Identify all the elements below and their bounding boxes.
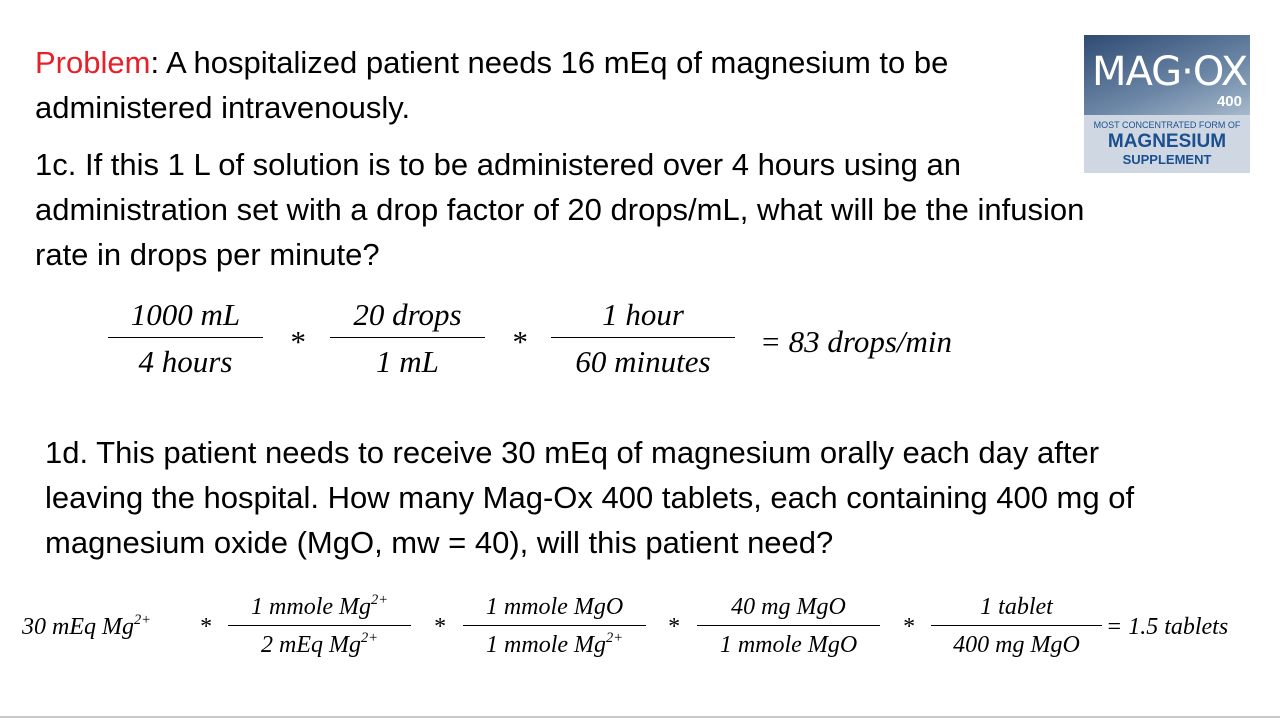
eq2-f1-numerator-sup: 2+ bbox=[371, 591, 388, 608]
eq2-fraction-2 bbox=[463, 594, 646, 659]
eq2-operator-2: * bbox=[433, 614, 445, 640]
eq2-f3-denominator: 1 mmole MgO bbox=[719, 632, 858, 658]
eq1-operator-1: * bbox=[289, 324, 305, 359]
logo-top-band bbox=[1084, 35, 1250, 115]
eq1-f2-denominator: 1 mL bbox=[376, 344, 439, 379]
eq2-lead-text: 30 mEq Mg bbox=[22, 614, 134, 640]
eq2-operator-1: * bbox=[199, 614, 211, 640]
eq1-result: = 83 drops/min bbox=[760, 324, 953, 359]
eq2-f4-denominator: 400 mg MgO bbox=[953, 632, 1080, 658]
eq2-f1-denominator-text: 2 mEq Mg bbox=[261, 632, 362, 658]
eq2-f1-numerator bbox=[228, 591, 411, 621]
eq1-f2-numerator: 20 drops bbox=[353, 297, 462, 332]
q1d-line-2: leaving the hospital. How many Mag-Ox 400 tablets, each containing 400 mg of bbox=[45, 480, 1135, 515]
eq2-fraction-1 bbox=[228, 591, 411, 659]
logo-sub-text: SUPPLEMENT bbox=[1122, 152, 1212, 167]
eq2-operator-4: * bbox=[902, 614, 914, 640]
eq2-f2-denominator-sup: 2+ bbox=[606, 629, 623, 646]
eq1-f1-denominator: 4 hours bbox=[138, 344, 233, 379]
logo-number: 400 bbox=[1216, 93, 1242, 110]
q1d-line-3: magnesium oxide (MgO, mw = 40), will this patient need? bbox=[45, 525, 834, 560]
logo-small-text: MOST CONCENTRATED FORM OF bbox=[1093, 120, 1241, 130]
eq2-f1-denominator bbox=[228, 629, 411, 659]
logo-big-text: MAGNESIUM bbox=[1107, 131, 1227, 152]
problem-label: Problem bbox=[35, 45, 151, 80]
eq2-f3-numerator: 40 mg MgO bbox=[731, 594, 846, 620]
logo-bottom-band bbox=[1084, 115, 1250, 173]
eq2-fraction-4 bbox=[931, 594, 1102, 659]
eq2-fraction-3 bbox=[697, 594, 880, 659]
eq2-f2-denominator bbox=[463, 629, 646, 659]
eq2-f2-bar bbox=[463, 625, 646, 626]
eq1-f1-numerator: 1000 mL bbox=[130, 297, 241, 332]
eq2-result: = 1.5 tablets bbox=[1106, 614, 1229, 640]
eq2-f3-bar bbox=[697, 625, 880, 626]
eq2-f2-denominator-text: 1 mmole Mg bbox=[486, 632, 607, 658]
q1d-line-1: 1d. This patient needs to receive 30 mEq of magnesium orally each day after bbox=[45, 435, 1100, 470]
problem-line-2: administered intravenously. bbox=[35, 90, 411, 125]
q1c-line-2: administration set with a drop factor of 20 drops/mL, what will be the infusion bbox=[35, 192, 1085, 227]
mag-ox-logo bbox=[1084, 35, 1250, 173]
eq2-lead-sup: 2+ bbox=[133, 611, 151, 628]
eq2-operator-3: * bbox=[667, 614, 679, 640]
eq2-f4-numerator: 1 tablet bbox=[980, 594, 1053, 620]
eq1-operator-2: * bbox=[511, 324, 527, 359]
eq2-f4-bar bbox=[931, 625, 1102, 626]
eq2-f1-numerator-text: 1 mmole Mg bbox=[251, 594, 372, 620]
eq2-f1-denominator-sup: 2+ bbox=[361, 629, 378, 646]
q1c-line-1: 1c. If this 1 L of solution is to be administered over 4 hours using an bbox=[35, 147, 961, 182]
eq1-f3-denominator: 60 minutes bbox=[575, 344, 711, 379]
bottom-divider bbox=[0, 716, 1280, 718]
q1c-line-3: rate in drops per minute? bbox=[35, 237, 380, 272]
eq2-f1-bar bbox=[228, 625, 411, 626]
eq2-f2-numerator: 1 mmole MgO bbox=[485, 594, 624, 620]
problem-text-1: : A hospitalized patient needs 16 mEq of magnesium to be bbox=[150, 45, 949, 80]
eq2-lead bbox=[22, 611, 151, 641]
eq1-f3-numerator: 1 hour bbox=[602, 297, 684, 332]
logo-brand-name: MAG·OX bbox=[1092, 49, 1248, 95]
